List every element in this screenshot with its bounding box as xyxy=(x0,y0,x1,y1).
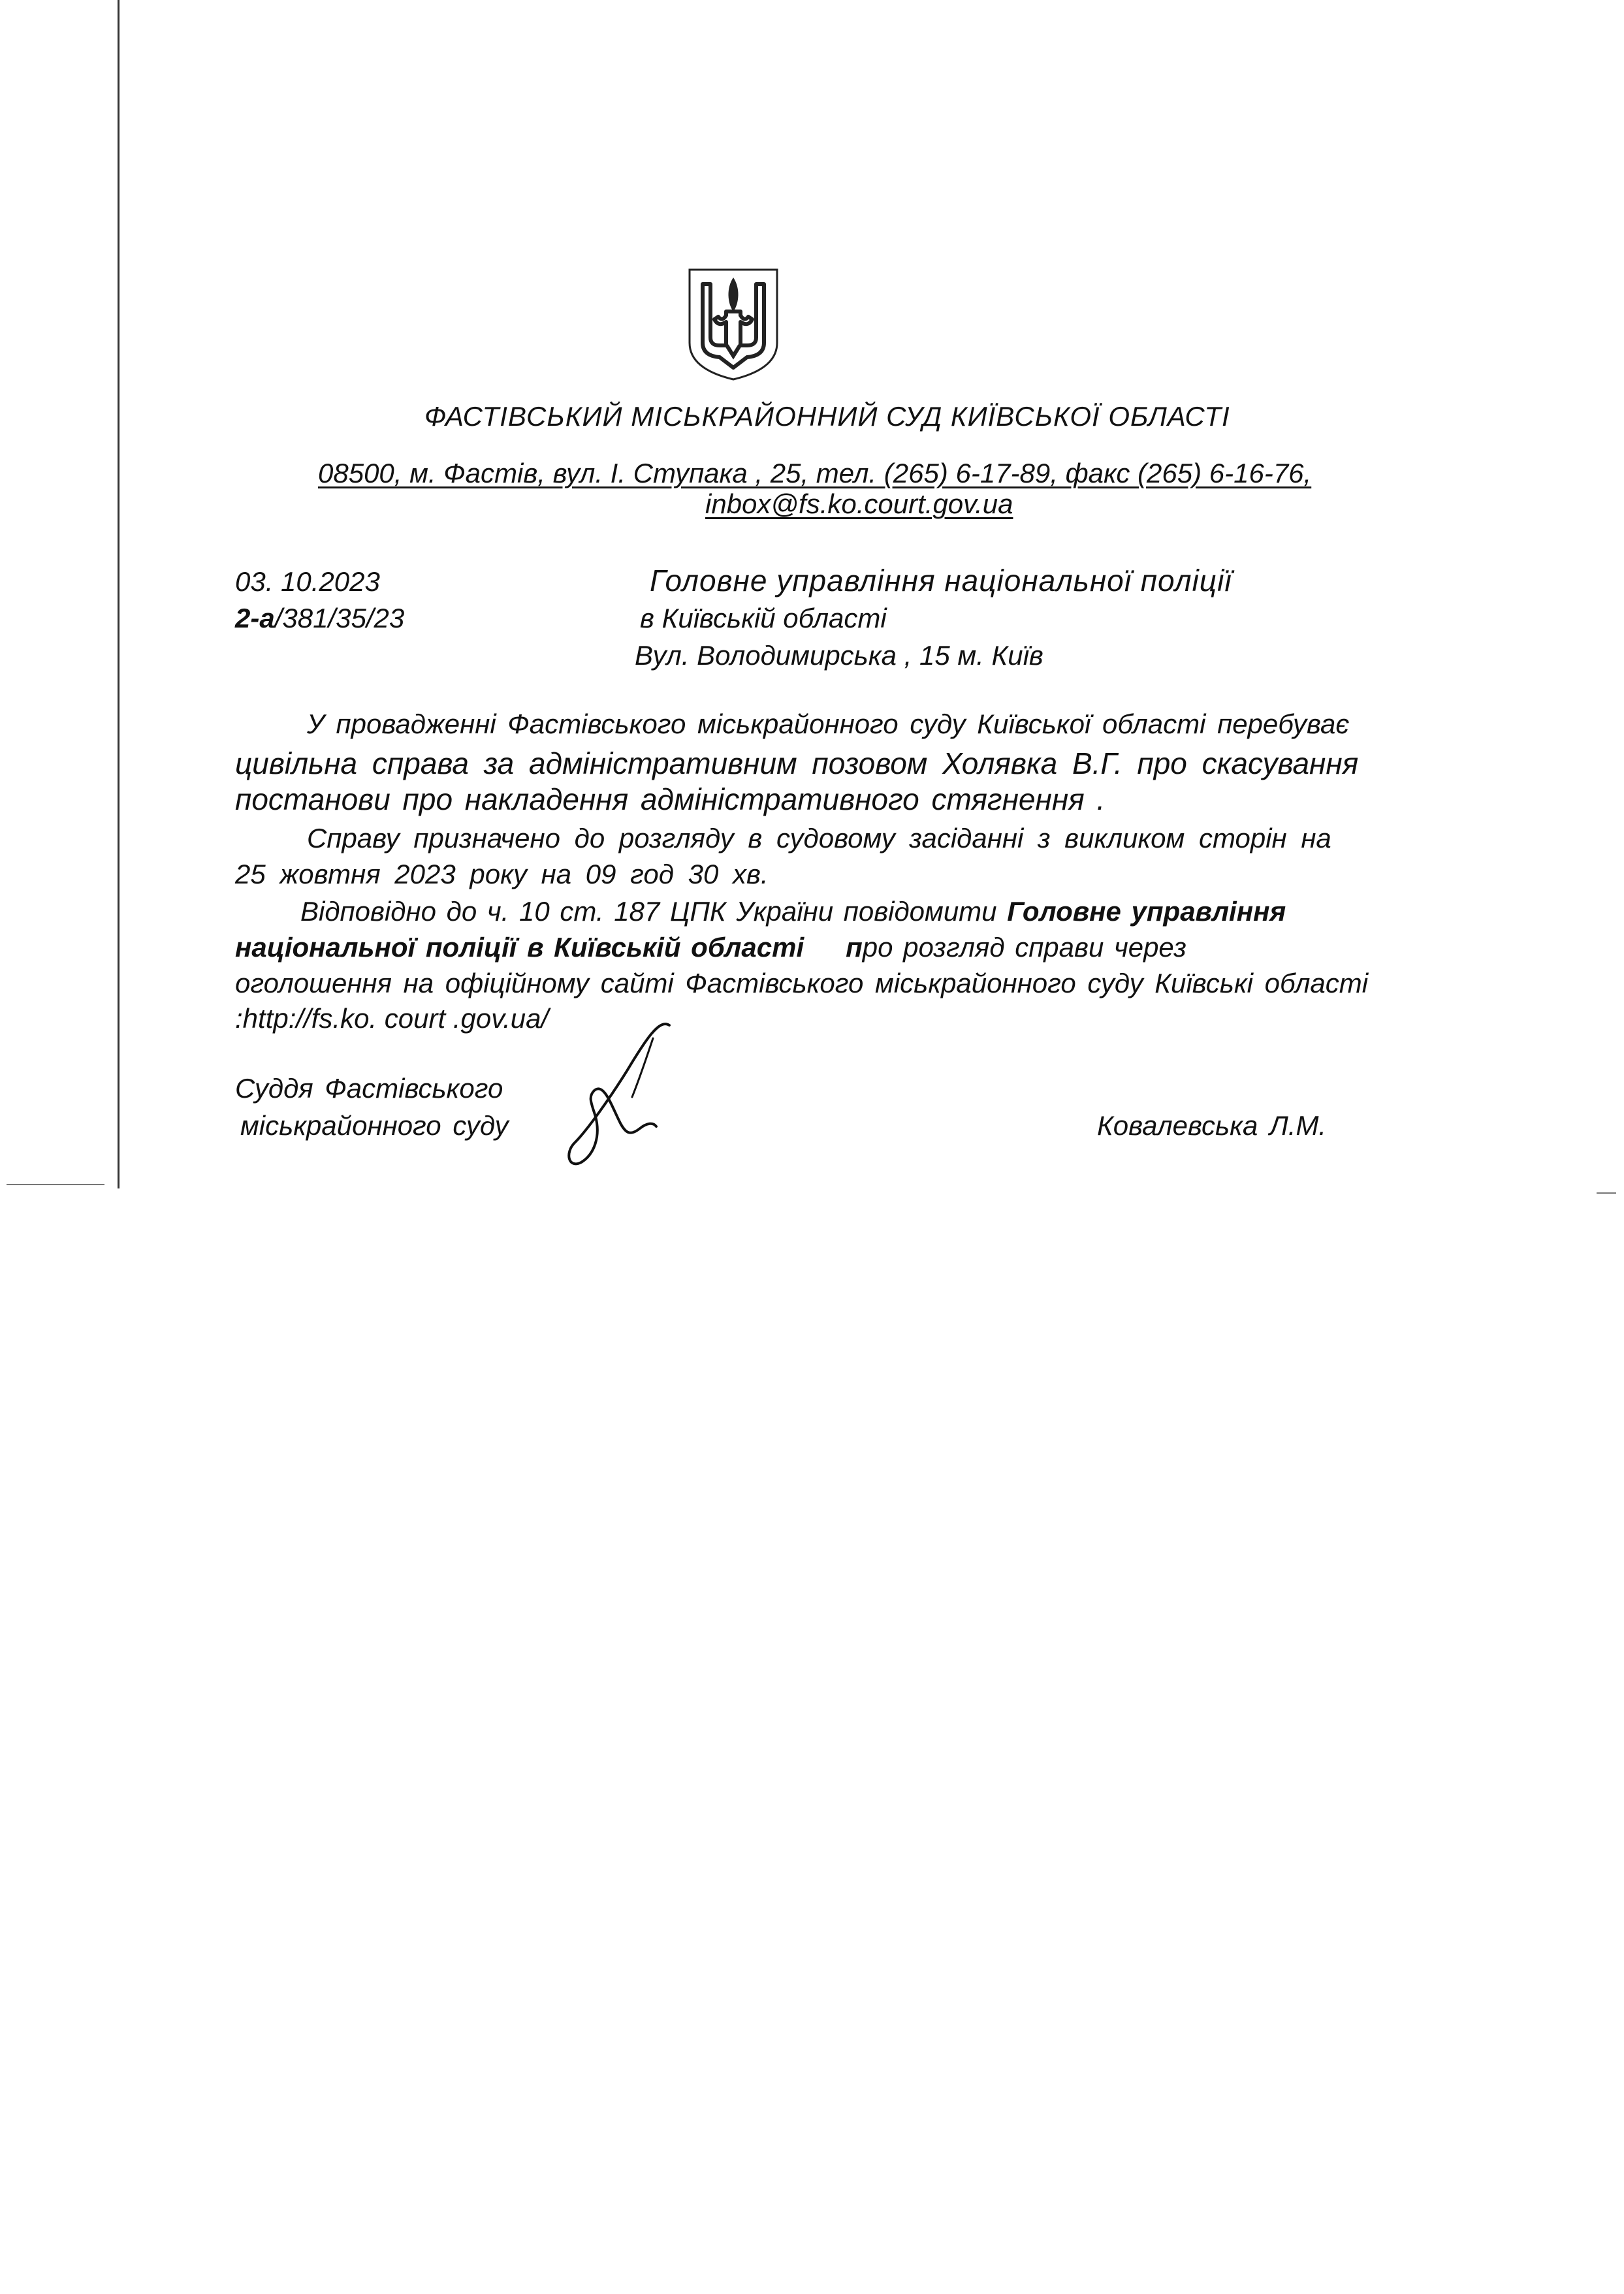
case-number xyxy=(235,605,404,632)
page-border-line xyxy=(118,0,119,1188)
court-email xyxy=(705,490,1013,518)
body-p3-line2 xyxy=(235,934,1186,961)
body-p3-line2-bold-p: п xyxy=(846,932,863,963)
letter-date: 03. 10.2023 xyxy=(235,566,380,597)
body-p3-line2-normal: ро розгляд справи через xyxy=(862,932,1186,963)
scan-mark xyxy=(1597,1192,1616,1194)
body-p3-line1-normal: Відповідно до ч. 10 ст. 187 ЦПК України повідомити xyxy=(300,896,1008,927)
body-p1-line1: У провадженні Фастівського міськрайонного суду Київської області перебуває xyxy=(307,709,1350,739)
case-number-rest: /381/35/23 xyxy=(274,603,405,633)
judge-name: Ковалевська Л.М. xyxy=(1097,1110,1327,1141)
body-p3-line1 xyxy=(300,898,1286,925)
signature-role-line2: міськрайонного суду xyxy=(240,1110,509,1141)
body-p3-line4: :http://fs.ko. court .gov.ua/ xyxy=(235,1003,549,1034)
recipient-line3: Вул. Володимирська , 15 м. Київ xyxy=(635,640,1043,671)
recipient-line1: Головне управління національної поліції xyxy=(650,564,1232,597)
body-p3-line1-bold: Головне управління xyxy=(1007,896,1286,927)
recipient-line2: в Київській області xyxy=(640,603,887,633)
body-p1-line3: постанови про накладення адміністративного стягнення . xyxy=(235,782,1106,816)
body-p2-line2: 25 жовтня 2023 року на 09 год 30 хв. xyxy=(235,859,769,889)
court-email-text: inbox@fs.ko.court.gov.ua xyxy=(705,488,1013,519)
handwritten-signature xyxy=(549,1012,679,1175)
body-p2-line1: Справу призначено до розгляду в судовому засіданні з викликом сторін на xyxy=(307,823,1331,853)
body-p3-line2-bold: національної поліції в Київській області xyxy=(235,932,804,963)
scan-mark xyxy=(7,1184,104,1185)
court-name: ФАСТІВСЬКИЙ МІСЬКРАЙОННИЙ СУД КИЇВСЬКОЇ ОБЛАСТІ xyxy=(424,401,1230,432)
case-number-prefix: 2-а xyxy=(235,603,275,633)
coat-of-arms-icon xyxy=(684,264,782,382)
court-address: 08500, м. Фастів, вул. І. Ступака , 25, тел. (265) 6-17-89, факс (265) 6-16-76, xyxy=(318,458,1312,488)
body-p3-line3: оголошення на офіційному сайті Фастівського міськрайонного суду Київські області xyxy=(235,968,1369,998)
body-p1-line2: цивільна справа за адміністративним позовом Холявка В.Г. про скасування xyxy=(235,746,1359,780)
signature-role-line1: Суддя Фастівського xyxy=(235,1073,503,1104)
